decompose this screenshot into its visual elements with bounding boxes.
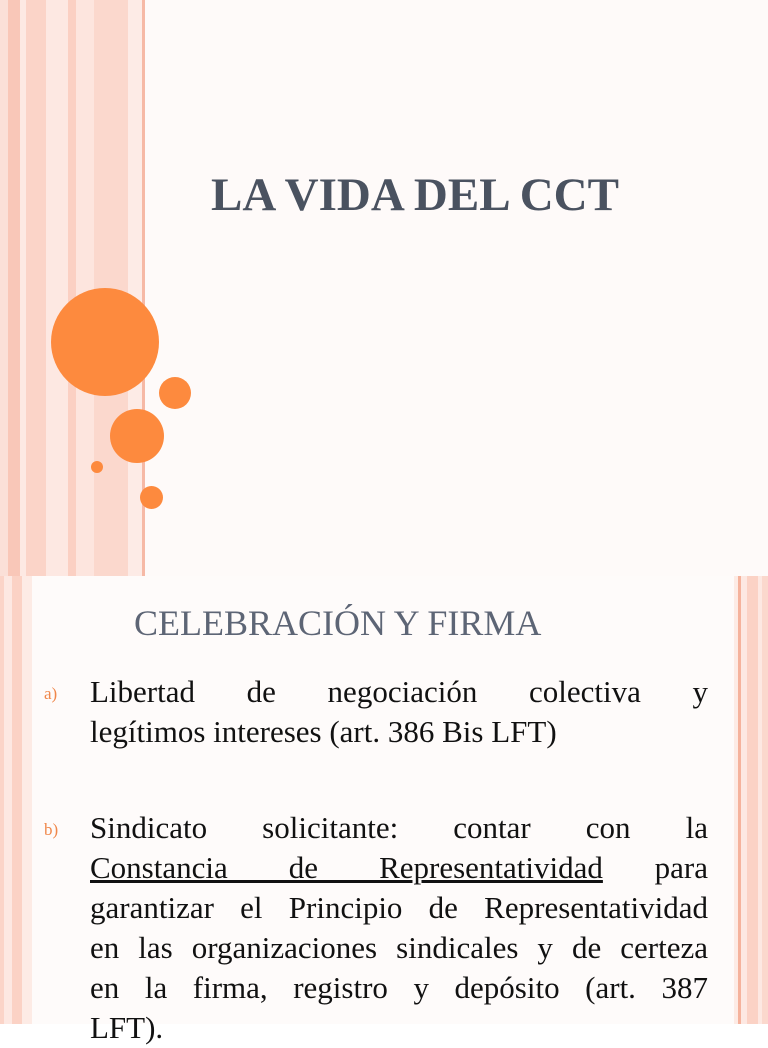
decorative-circle-tiny <box>91 461 103 473</box>
underlined-term <box>90 848 603 888</box>
decorative-stripe <box>0 0 8 576</box>
decorative-stripe <box>128 0 142 576</box>
decorative-stripe <box>76 0 94 576</box>
decorative-stripe <box>4 576 12 1024</box>
underlined-term-text: Constancia de Representatividad <box>90 850 603 885</box>
slide-title: LA VIDA DEL CCT <box>211 169 619 221</box>
decorative-circle <box>110 409 164 463</box>
decorative-stripe <box>8 0 20 576</box>
decorative-circle <box>140 486 163 509</box>
list-item <box>44 672 708 752</box>
decorative-circle <box>159 377 191 409</box>
decorative-circle-large <box>51 288 159 396</box>
list-item <box>44 808 708 1048</box>
list-item-text: Libertad de negociación colectiva y legítimos intereses (art. 386 Bis LFT) <box>90 674 708 749</box>
list-marker: a) <box>44 684 58 703</box>
list-item-text: Sindicato solicitante: contar con la Constancia de Representatividad para garantizar el Principio de Representatividad en las organizaciones sindicales y de certeza en la firma, registro y depósito (art. 387 LFT). <box>90 810 708 1045</box>
decorative-stripe <box>68 0 76 576</box>
list-marker: b) <box>44 820 59 839</box>
slide-heading: CELEBRACIÓN Y FIRMA <box>134 603 542 643</box>
decorative-stripe <box>762 576 768 1024</box>
content-slide <box>0 576 768 1045</box>
decorative-stripe <box>22 576 32 1024</box>
decorative-stripe <box>46 0 68 576</box>
decorative-stripe <box>26 0 46 576</box>
decorative-stripe <box>12 576 22 1024</box>
decorative-stripe <box>747 576 758 1024</box>
decorative-stripe <box>145 0 768 576</box>
